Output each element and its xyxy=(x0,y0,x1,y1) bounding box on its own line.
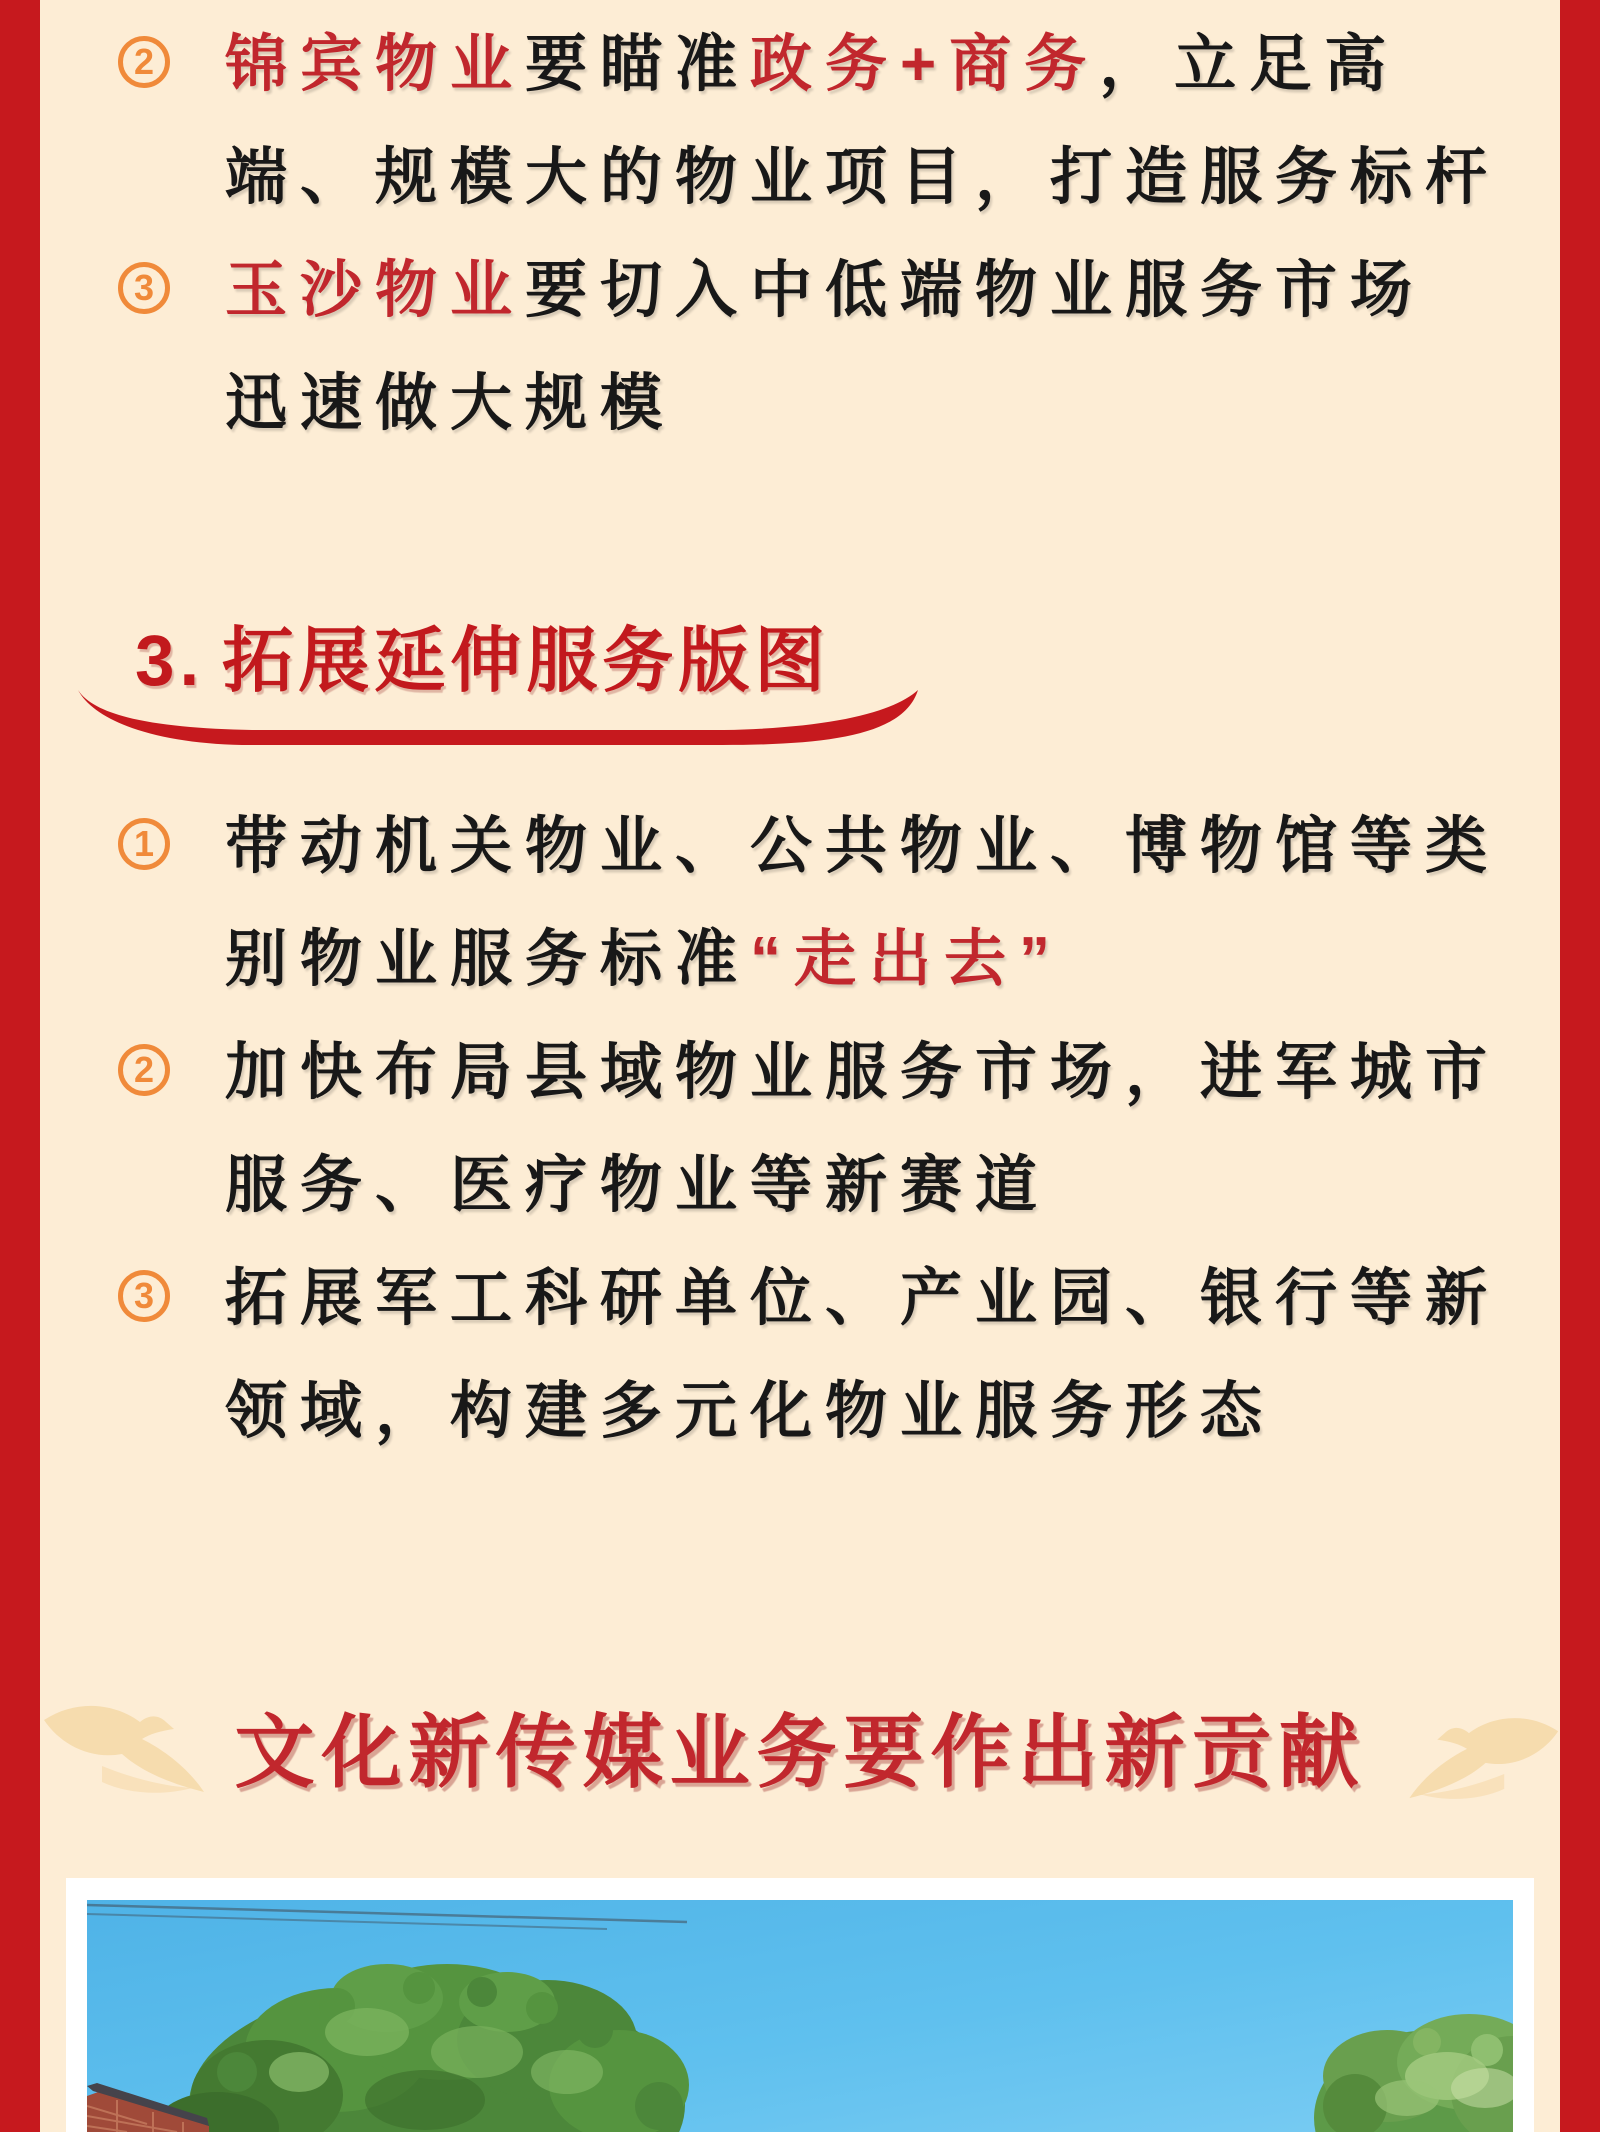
text-line: 锦宾物业要瞄准政务+商务，立足高 xyxy=(225,30,1400,99)
list-item xyxy=(0,1242,1600,1468)
list-item xyxy=(0,790,1600,1016)
list-item xyxy=(0,1016,1600,1242)
item-number-badge: 3 xyxy=(118,262,170,314)
section-number: 3. xyxy=(135,622,205,701)
photo-sky xyxy=(87,1900,1513,2132)
photo-frame xyxy=(66,1878,1534,2132)
banner-title: 文化新传媒业务要作出新贡献 xyxy=(234,1708,1366,1797)
item-number-badge: 3 xyxy=(118,1270,170,1322)
item-number-badge: 1 xyxy=(118,818,170,870)
text-line: 别物业服务标准“走出去” xyxy=(225,925,1064,994)
text-line: 端、规模大的物业项目，打造服务标杆 xyxy=(225,143,1501,212)
main-numbered-list xyxy=(0,790,1600,1468)
text-line: 服务、医疗物业等新赛道 xyxy=(225,1151,1051,1220)
item-number-badge: 2 xyxy=(118,1044,170,1096)
photo-scene xyxy=(87,1900,1513,2132)
text-line: 加快布局县域物业服务市场，进军城市 xyxy=(225,1038,1501,1107)
text-line: 领域，构建多元化物业服务形态 xyxy=(225,1377,1276,1446)
list-item xyxy=(0,8,1600,234)
text-line: 拓展军工科研单位、产业园、银行等新 xyxy=(225,1264,1501,1333)
swoosh-underline xyxy=(72,688,924,746)
photo-tree-left xyxy=(155,1964,689,2132)
text-line: 带动机关物业、公共物业、博物馆等类 xyxy=(225,812,1501,881)
item-number-badge: 2 xyxy=(118,36,170,88)
text-line: 迅速做大规模 xyxy=(225,369,676,438)
power-lines-icon xyxy=(87,1905,687,1929)
text-line: 玉沙物业要切入中低端物业服务市场 xyxy=(225,256,1426,325)
photo-tree-right xyxy=(1314,2014,1513,2132)
top-numbered-list xyxy=(0,8,1600,460)
list-item xyxy=(0,234,1600,460)
section-title: 拓展延伸服务版图 xyxy=(222,622,831,701)
